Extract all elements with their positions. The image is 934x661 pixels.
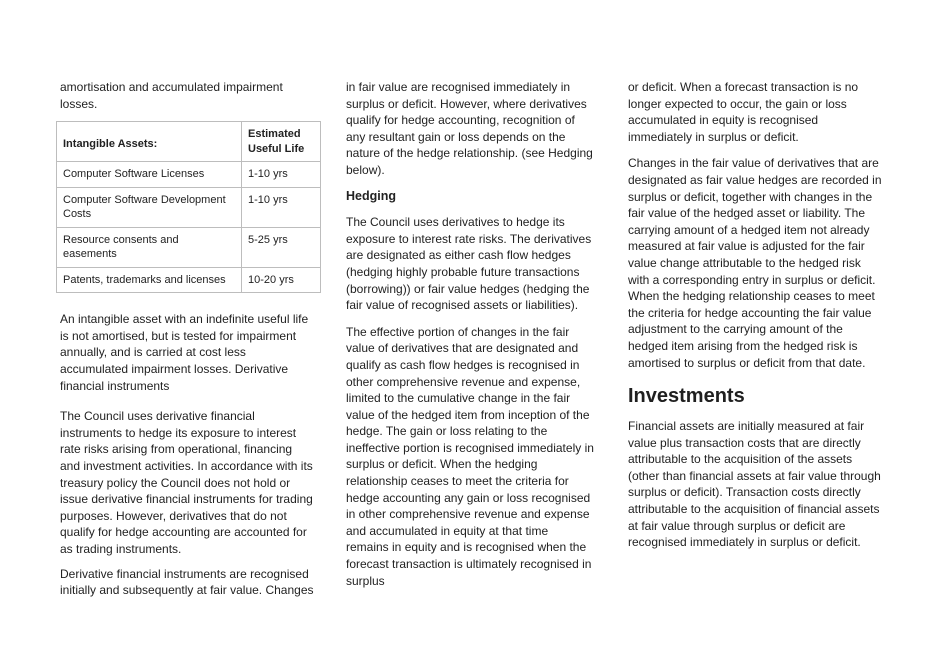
paragraph-hedging: The Council uses derivatives to hedge its exposure to interest rate risks. The derivatives are designated as either cash flow hedges (hedging highly probable future transactions (borrowing)) or fair value hedges (hedging the fair value of recognised assets or liabilities). (346, 215, 592, 313)
header-useful-life: Estimated Useful Life (242, 122, 321, 162)
asset-cell: Computer Software Development Costs (57, 187, 242, 227)
paragraph-forecast-transaction: or deficit. When a forecast transaction is no longer expected to occur, the gain or loss accumulated in equity is recognised immediately in surplus or deficit. (628, 80, 859, 144)
intangible-assets-table (56, 121, 321, 293)
header-intangible-assets: Intangible Assets: (57, 122, 242, 162)
table-row (57, 227, 321, 267)
paragraph-fair-value-hedges: Changes in the fair value of derivatives that are designated as fair value hedges are recorded in surplus or deficit, together with changes in the fair value of the hedged asset or liability. The carrying amount of a hedged item not already measured at fair value is adjusted for the fair value change attributable to the hedged risk with a corresponding entry in surplus or deficit. When the hedging relationship ceases to meet the criteria for hedge accounting the fair value adjustment to the carrying amount of the hedged item arising from the hedged risk is amortised to surplus or deficit from that date. (628, 156, 882, 370)
column-3 (628, 79, 884, 559)
table-row (57, 267, 321, 293)
paragraph-effective-portion: The effective portion of changes in the fair value of derivatives that are designated and qualify as cash flow hedges is recognised in other comprehensive revenue and expense, limited to the cumulative change in the fair value of the hedged item from inception of the hedge. The gain or loss relating to the ineffective portion is recognised immediately in surplus or deficit. When the hedging relationship ceases to meet the criteria for hedge accounting any gain or loss recognised in other comprehensive revenue and expense and accumulated in equity at that time remains in equity and is recognised when the forecast transaction is ultimately recognised in surplus (346, 324, 594, 588)
life-cell: 1-10 yrs (242, 187, 321, 227)
asset-cell: Computer Software Licenses (57, 162, 242, 188)
paragraph-indefinite-life: An intangible asset with an indefinite useful life is not amortised, but is tested for impairment annually, and is carried at cost less accumulated impairment losses. Derivative financial instruments (60, 312, 309, 393)
heading-hedging: Hedging (346, 188, 396, 203)
table-header-row (57, 122, 321, 162)
paragraph-derivatives-recognised: Derivative financial instruments are recognised initially and subsequently at fair value. Changes (60, 566, 314, 598)
paragraph-council-derivatives: The Council uses derivative financial instruments to hedge its exposure to interest rate risks arising from operational, financing and investment activities. In accordance with its treasury policy the Council does not hold or issue derivative financial instruments for trading purposes. However, derivatives that do not qualify for hedge accounting are accounted for as trading instruments. (60, 409, 313, 556)
table-row (57, 187, 321, 227)
paragraph-investments: Financial assets are initially measured at fair value plus transaction costs that are directly attributable to the acquisition of the assets (other than financial assets at fair value through surplus or deficit). Transaction costs directly attributable to the acquisition of financial assets at fair value through surplus or deficit are recognised immediately in surplus or deficit. (628, 419, 881, 550)
table-row (57, 162, 321, 188)
asset-cell: Resource consents and easements (57, 227, 242, 267)
life-cell: 5-25 yrs (242, 227, 321, 267)
paragraph-amortisation: amortisation and accumulated impairment losses. (60, 80, 283, 111)
life-cell: 10-20 yrs (242, 267, 321, 293)
column-2 (346, 79, 594, 597)
column-1 (60, 79, 315, 607)
paragraph-fair-value-changes: in fair value are recognised immediately in surplus or deficit. However, where derivatives qualify for hedge accounting, recognition of any resultant gain or loss depends on the nature of the hedge relationship. (see Hedging below). (346, 80, 593, 177)
life-cell: 1-10 yrs (242, 162, 321, 188)
asset-cell: Patents, trademarks and licenses (57, 267, 242, 293)
heading-investments: Investments (628, 385, 745, 408)
